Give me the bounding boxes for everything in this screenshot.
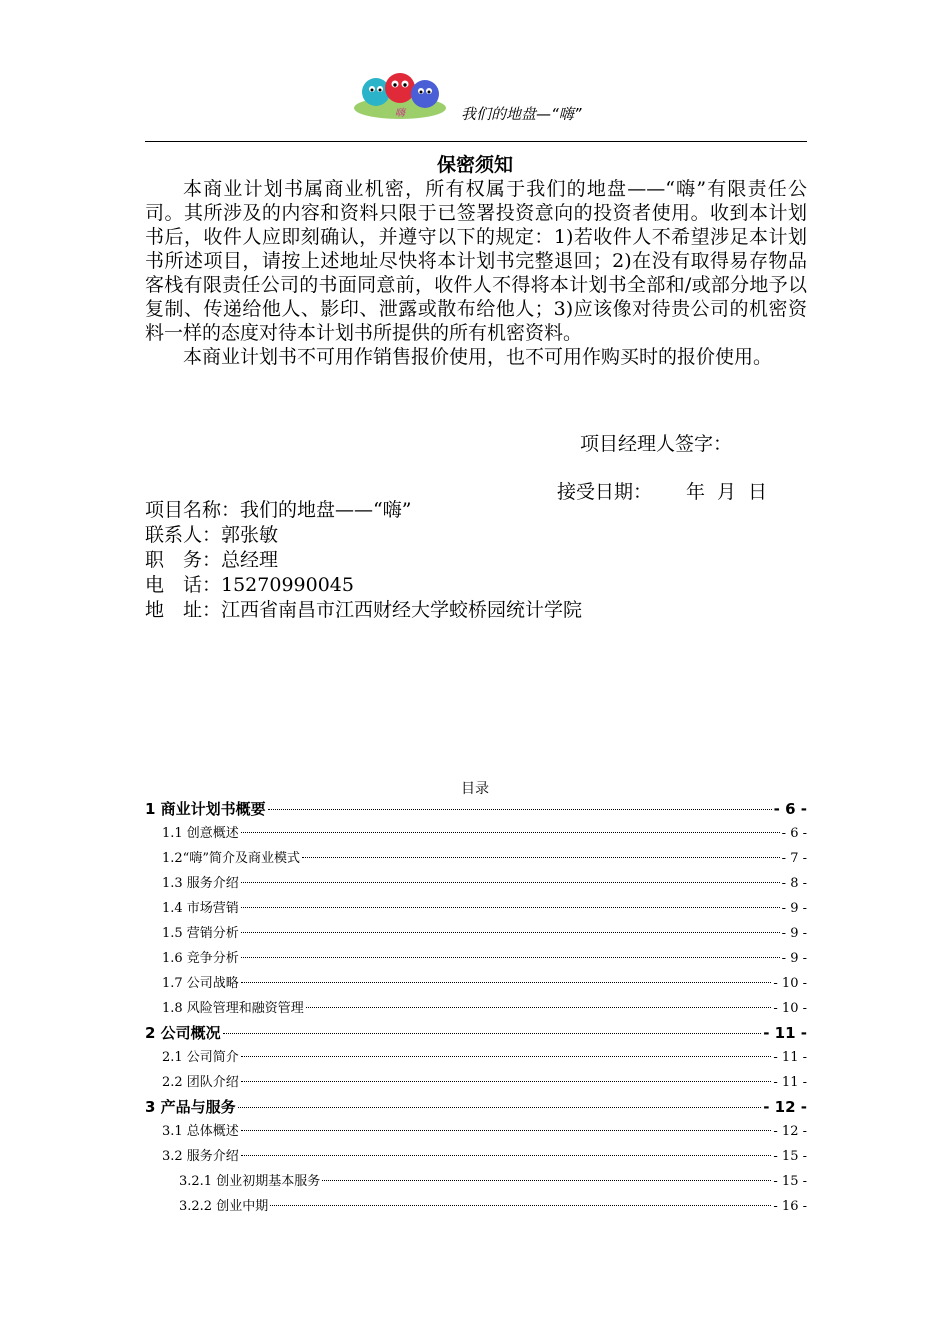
- header-divider: [145, 141, 807, 142]
- logo-text: 嗨: [395, 108, 405, 119]
- contact-phone: 电 话：15270990045: [145, 574, 354, 596]
- toc-entry-page: - 7 -: [781, 851, 807, 866]
- toc-entry-label: 1.6 竞争分析: [162, 951, 239, 966]
- toc-entry-label: 3 产品与服务: [145, 1098, 236, 1116]
- notice-paragraph: 本商业计划书属商业机密，所有权属于我们的地盘——“嗨”有限责任公司。其所涉及的内容和资料只限于已签署投资意向的投资者使用。收到本计划书后，收件人应即刻确认，并遵守以下的规定：1)若收件人不希望涉足本计划书所述项目，请按上述地址尽快将本计划书完整退回；2)在没有取得易存物品客栈有限责任公司的书面同意前，收件人不得将本计划书全部和/或部分地予以复制、传递给他人、影印、泄露或散布给他人；3)应该像对待贵公司的机密资料一样的态度对待本计划书所提供的所有机密资料。: [145, 178, 807, 344]
- date-month: 月: [717, 481, 737, 503]
- toc-entry-page: - 6 -: [773, 800, 807, 818]
- date-year: 年: [686, 481, 706, 503]
- table-of-contents: [145, 797, 807, 1219]
- toc-entry[interactable]: [145, 996, 807, 1021]
- toc-entry[interactable]: [145, 1169, 807, 1194]
- toc-entry-page: - 10 -: [773, 1001, 807, 1016]
- toc-entry-label: 1.8 风险管理和融资管理: [162, 1001, 304, 1016]
- toc-entry-page: - 9 -: [781, 926, 807, 941]
- toc-entry-page: - 12 -: [773, 1124, 807, 1139]
- date-label: 接受日期：: [557, 481, 653, 503]
- toc-entry-page: - 15 -: [773, 1149, 807, 1164]
- toc-entry-label: 1.3 服务介绍: [162, 876, 239, 891]
- toc-entry-page: - 11 -: [773, 1050, 807, 1065]
- toc-entry-label: 2.2 团队介绍: [162, 1075, 239, 1090]
- toc-entry[interactable]: [145, 1194, 807, 1219]
- toc-entry-label: 1.7 公司战略: [162, 976, 239, 991]
- logo-icon: [350, 70, 450, 122]
- toc-entry[interactable]: [145, 946, 807, 971]
- toc-entry-page: - 6 -: [781, 826, 807, 841]
- contact-person: 联系人：郭张敏: [145, 524, 279, 546]
- date-day: 日: [748, 481, 768, 503]
- toc-entry[interactable]: [145, 1144, 807, 1169]
- toc-entry-label: 1.5 营销分析: [162, 926, 239, 941]
- toc-entry-page: - 11 -: [773, 1075, 807, 1090]
- toc-entry[interactable]: [145, 821, 807, 846]
- project-name: 项目名称：我们的地盘——“嗨”: [145, 499, 412, 521]
- signature-label: 项目经理人签字：: [580, 433, 733, 455]
- contact-position: 职 务：总经理: [145, 549, 279, 571]
- acceptance-date: [557, 477, 767, 504]
- toc-entry-label: 3.2.1 创业初期基本服务: [179, 1174, 321, 1189]
- toc-entry-label: 2 公司概况: [145, 1024, 221, 1042]
- toc-entry[interactable]: [145, 871, 807, 896]
- header-caption: 我们的地盘—“嗨”: [461, 105, 582, 123]
- toc-entry[interactable]: [145, 1095, 807, 1119]
- toc-entry[interactable]: [145, 797, 807, 821]
- toc-entry-label: 1 商业计划书概要: [145, 800, 266, 818]
- toc-entry-label: 1.4 市场营销: [162, 901, 239, 916]
- toc-title: 目录: [461, 781, 489, 797]
- toc-entry-label: 1.2“嗨”简介及商业模式: [162, 851, 300, 866]
- toc-entry[interactable]: [145, 1070, 807, 1095]
- toc-entry[interactable]: [145, 1045, 807, 1070]
- toc-entry[interactable]: [145, 1021, 807, 1045]
- toc-entry-label: 3.1 总体概述: [162, 1124, 239, 1139]
- contact-info: [145, 498, 582, 623]
- toc-entry-page: - 9 -: [781, 951, 807, 966]
- toc-entry-page: - 12 -: [763, 1098, 807, 1116]
- toc-entry-page: - 15 -: [773, 1174, 807, 1189]
- toc-entry-label: 3.2 服务介绍: [162, 1149, 239, 1164]
- toc-entry-page: - 16 -: [773, 1199, 807, 1214]
- toc-entry[interactable]: [145, 971, 807, 996]
- toc-entry-page: - 11 -: [763, 1024, 807, 1042]
- notice-body: [145, 177, 807, 369]
- toc-entry[interactable]: [145, 846, 807, 871]
- contact-address: 地 址：江西省南昌市江西财经大学蛟桥园统计学院: [145, 599, 583, 621]
- toc-entry[interactable]: [145, 896, 807, 921]
- notice-title: 保密须知: [436, 154, 513, 176]
- toc-entry-page: - 8 -: [781, 876, 807, 891]
- toc-entry-page: - 10 -: [773, 976, 807, 991]
- toc-entry-label: 3.2.2 创业中期: [179, 1199, 269, 1214]
- notice-paragraph: 本商业计划书不可用作销售报价使用，也不可用作购买时的报价使用。: [183, 346, 773, 368]
- toc-entry-label: 1.1 创意概述: [162, 826, 239, 841]
- toc-entry-page: - 9 -: [781, 901, 807, 916]
- toc-entry-label: 2.1 公司简介: [162, 1050, 239, 1065]
- toc-entry[interactable]: [145, 1119, 807, 1144]
- toc-entry[interactable]: [145, 921, 807, 946]
- page-header: [145, 60, 807, 142]
